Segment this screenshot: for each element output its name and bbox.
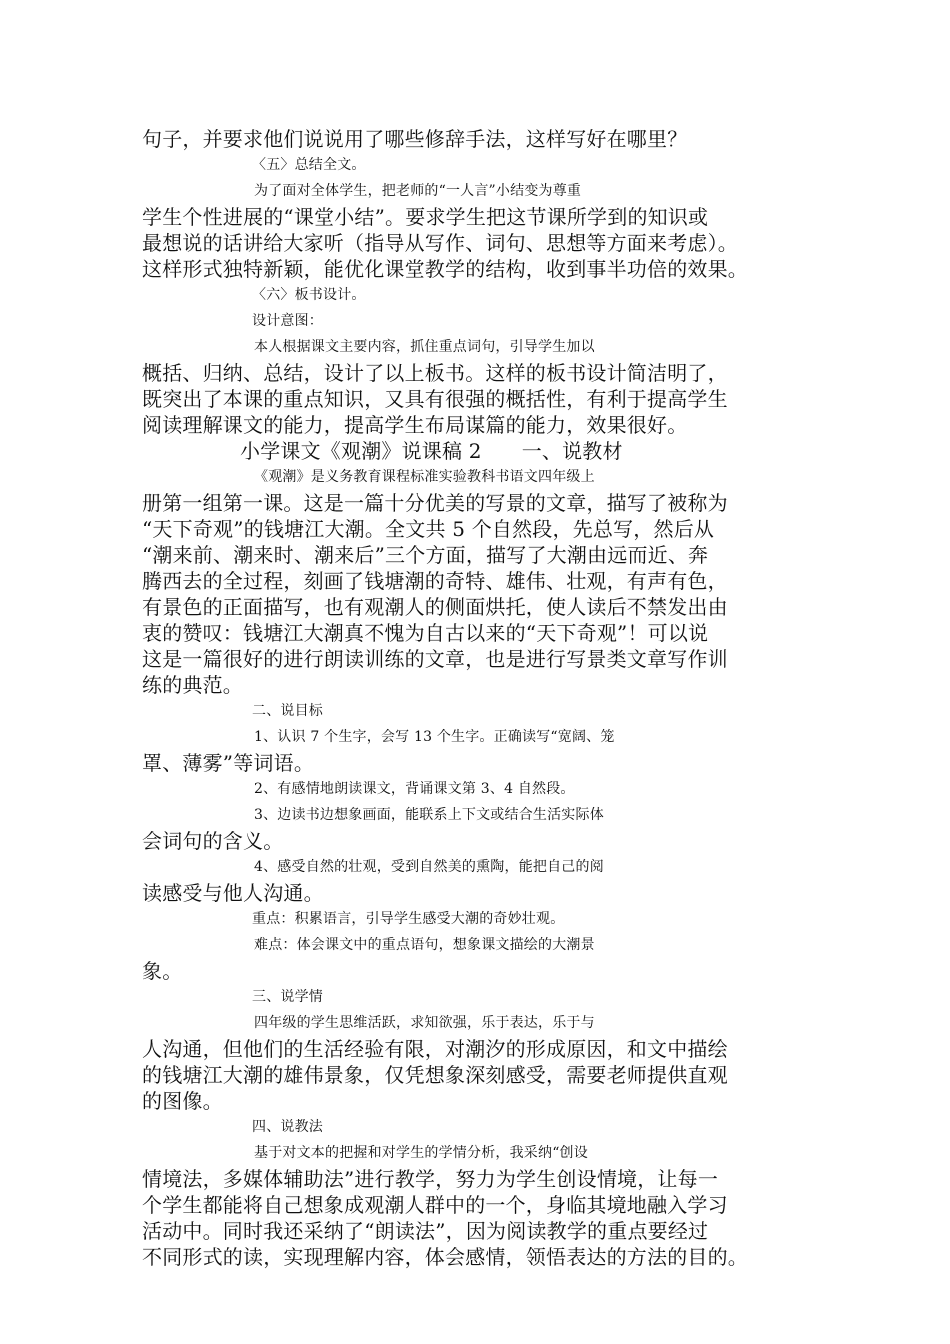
text-line: 的图像。	[142, 1089, 223, 1113]
text-line: 会词句的含义。	[142, 829, 284, 853]
text-line: 情境法，多媒体辅助法”进行教学，努力为学生创设情境，让每一	[142, 1167, 719, 1191]
section-heading: 〈六〉板书设计。	[252, 287, 366, 303]
text-line: 这是一篇很好的进行朗读训练的文章，也是进行写景类文章写作训	[142, 647, 728, 671]
document-title-line	[240, 438, 840, 464]
text-line: 练的典范。	[142, 673, 243, 697]
text-line: 本人根据课文主要内容，抓住重点词句，引导学生加以	[254, 339, 595, 355]
text-line: 为了面对全体学生，把老师的“一人言”小结变为尊重	[254, 183, 582, 199]
text-line: 衷的赞叹：钱塘江大潮真不愧为自古以来的“天下奇观”！可以说	[142, 621, 709, 645]
text-line: “潮来前、潮来时、潮来后”三个方面，描写了大潮由远而近、奔	[142, 543, 709, 567]
text-line: 册第一组第一课。这是一篇十分优美的写景的文章，描写了被称为	[142, 491, 728, 515]
text-line: 学生个性进展的“课堂小结”。要求学生把这节课所学到的知识或	[142, 205, 709, 229]
text-line: 读感受与他人沟通。	[142, 881, 324, 905]
text-line: 概括、归纳、总结，设计了以上板书。这样的板书设计简洁明了，	[142, 361, 728, 385]
section-heading: 三、说学情	[252, 989, 323, 1005]
text-line: 象。	[142, 959, 183, 983]
text-line: 4、感受自然的壮观，受到自然美的熏陶，能把自己的阅	[254, 859, 604, 875]
text-line: 腾西去的全过程，刻画了钱塘潮的奇特、雄伟、壮观，有声有色，	[142, 569, 728, 593]
text-line: 设计意图：	[252, 313, 323, 329]
text-line: 重点：积累语言，引导学生感受大潮的奇妙壮观。	[252, 911, 565, 927]
text-line: 阅读理解课文的能力，提高学生布局谋篇的能力，效果很好。	[142, 413, 688, 437]
section-heading: 〈五〉总结全文。	[252, 157, 366, 173]
text-line: 四年级的学生思维活跃，求知欲强，乐于表达，乐于与	[254, 1015, 595, 1031]
text-line: 这样形式独特新颖，能优化课堂教学的结构，收到事半功倍的效果。	[142, 257, 748, 281]
text-line: “天下奇观”的钱塘江大潮。全文共 5 个自然段，先总写，然后从	[142, 517, 715, 541]
text-line: 既突出了本课的重点知识，又具有很强的概括性，有利于提高学生	[142, 387, 728, 411]
text-line: 2、有感情地朗读课文，背诵课文第 3、4 自然段。	[254, 781, 575, 797]
text-line: 最想说的话讲给大家听（指导从写作、词句、思想等方面来考虑）。	[142, 231, 738, 255]
text-line: 的钱塘江大潮的雄伟景象，仅凭想象深刻感受，需要老师提供直观	[142, 1063, 728, 1087]
text-line: 不同形式的读，实现理解内容，体会感情，领悟表达的方法的目的。	[142, 1245, 748, 1269]
text-line: 《观潮》是义务教育课程标准实验教科书语文四年级上	[254, 469, 595, 485]
text-line: 基于对文本的把握和对学生的学情分析，我采纳“创设	[254, 1145, 588, 1161]
text-line: 3、边读书边想象画面，能联系上下文或结合生活实际体	[254, 807, 604, 823]
document-title: 小学课文《观潮》说课稿 2	[240, 439, 482, 463]
text-line: 活动中。同时我还采纳了“朗读法”，因为阅读教学的重点要经过	[142, 1219, 709, 1243]
text-line: 有景色的正面描写，也有观潮人的侧面烘托，使人读后不禁发出由	[142, 595, 728, 619]
section-heading: 一、说教材	[521, 439, 623, 463]
section-heading: 二、说目标	[252, 703, 323, 719]
text-line: 1、认识 7 个生字，会写 13 个生字。正确读写“宽阔、笼	[254, 729, 615, 745]
text-line: 人沟通，但他们的生活经验有限，对潮汐的形成原因，和文中描绘	[142, 1037, 728, 1061]
section-heading: 四、说教法	[252, 1119, 323, 1135]
text-line: 个学生都能将自己想象成观潮人群中的一个，身临其境地融入学习	[142, 1193, 728, 1217]
text-line: 罩、薄雾”等词语。	[142, 751, 315, 775]
text-line: 难点：体会课文中的重点语句，想象课文描绘的大潮景	[254, 937, 595, 953]
text-line: 句子，并要求他们说说用了哪些修辞手法，这样写好在哪里？	[142, 127, 688, 151]
